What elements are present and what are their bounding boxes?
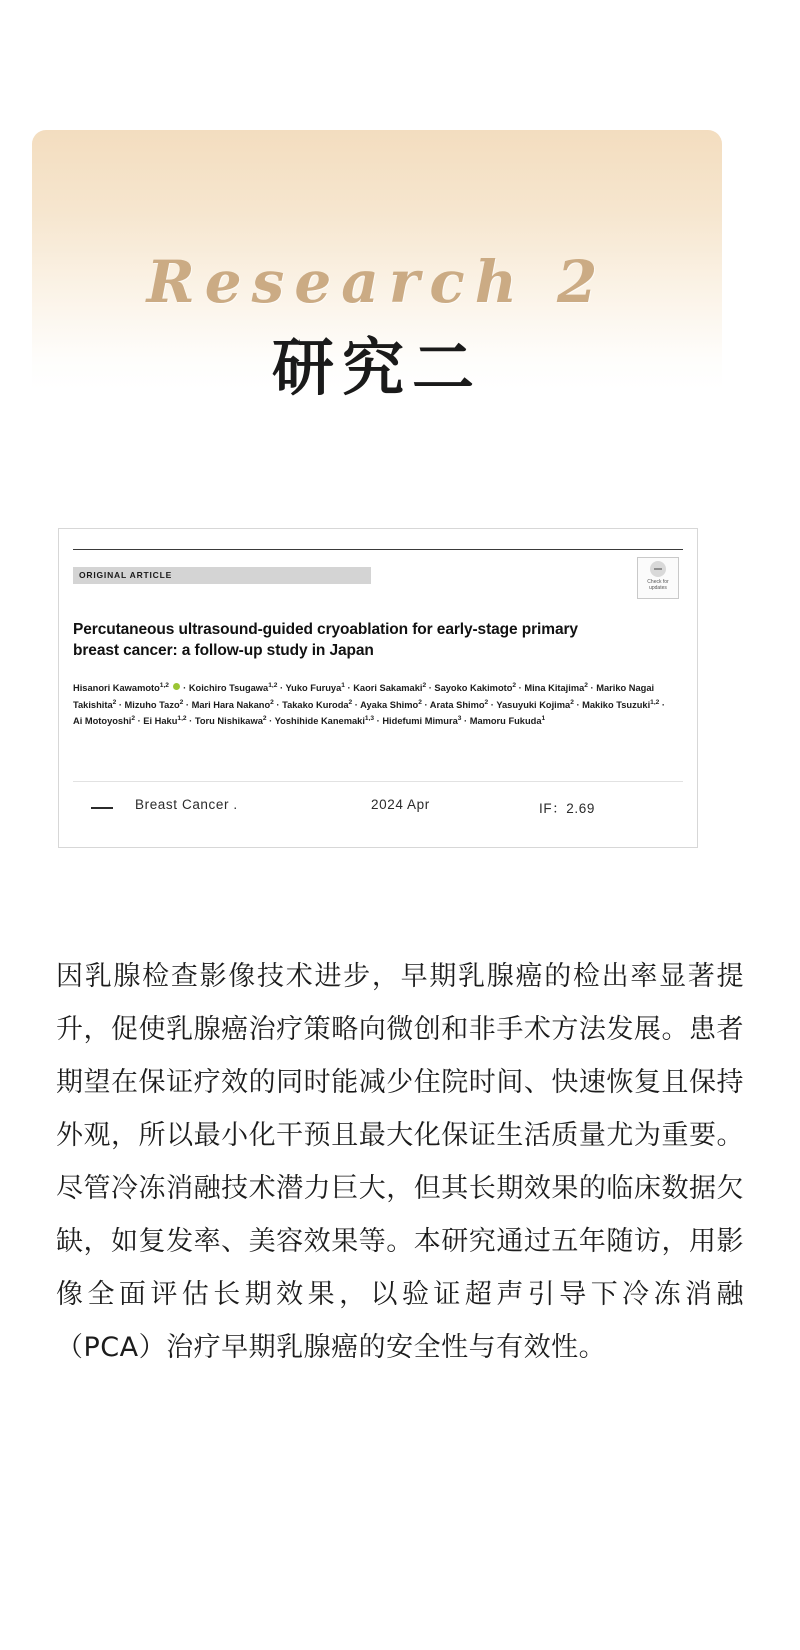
hero-title-english: Research 2 <box>146 248 608 316</box>
hero-title-chinese: 研究二 <box>271 331 482 404</box>
paper-date: 2024 Apr <box>371 797 430 812</box>
paper-card-inner <box>73 549 683 833</box>
crossmark-icon[interactable] <box>637 557 679 599</box>
hero-banner <box>32 130 722 404</box>
dash-icon <box>91 807 113 809</box>
article-type-badge <box>73 567 371 584</box>
paper-meta-row <box>73 797 683 819</box>
paper-journal: Breast Cancer . <box>135 797 238 812</box>
paper-impact-factor: IF：2.69 <box>539 801 595 816</box>
abstract-text: 因乳腺检查影像技术进步，早期乳腺癌的检出率显著提升，促使乳腺癌治疗策略向微创和非手术方法发展。患者期望在保证疗效的同时能减少住院时间、快速恢复且保持外观，所以最小化干预且最大化保证生活质量尤为重要。尽管冷冻消融技术潜力巨大，但其长期效果的临床数据欠缺，如复发率、美容效果等。本研究通过五年随访，用影像全面评估长期效果，以验证超声引导下冷冻消融（PCA）治疗早期乳腺癌的安全性与有效性。 <box>56 961 744 1363</box>
crossmark-glyph-icon <box>650 561 666 577</box>
paper-card <box>58 528 698 848</box>
crossmark-label: Check for updates <box>647 579 669 591</box>
paper-top-rule <box>73 549 683 550</box>
paper-bottom-rule <box>73 781 683 782</box>
paper-title: Percutaneous ultrasound-guided cryoablation for early-stage primary breast cancer: a follow-up study in Japan <box>73 621 578 659</box>
article-type-label: ORIGINAL ARTICLE <box>79 570 173 580</box>
paper-authors: Hisanori Kawamoto$^{1,2}$ · Koichiro Tsugawa$^{1,2}$ · Yuko Furuya$^1$ · Kaori Sakamaki$^2$ · Sayoko Kakimoto$^2$ · Mina Kitajima$^2$ · Mariko Nagai Takishita$^2$ · Mizuho Tazo$^2$ · Mari Hara Nakano$^2$ · Takako Kuroda$^2$ · Ayaka Shimo$^2$ · Arata Shimo$^2$ · Yasuyuki Kojima$^2$ · Makiko Tsuzuki$^{1,2}$ · Ai Motoyoshi$^2$ · Ei Haku$^{1,2}$ · Toru Nishikawa$^2$ · Yoshihide Kanemaki$^{1,3}$ · Hidefumi Mimura$^3$ · Mamoru Fukuda$^1$ <box>73 682 666 727</box>
